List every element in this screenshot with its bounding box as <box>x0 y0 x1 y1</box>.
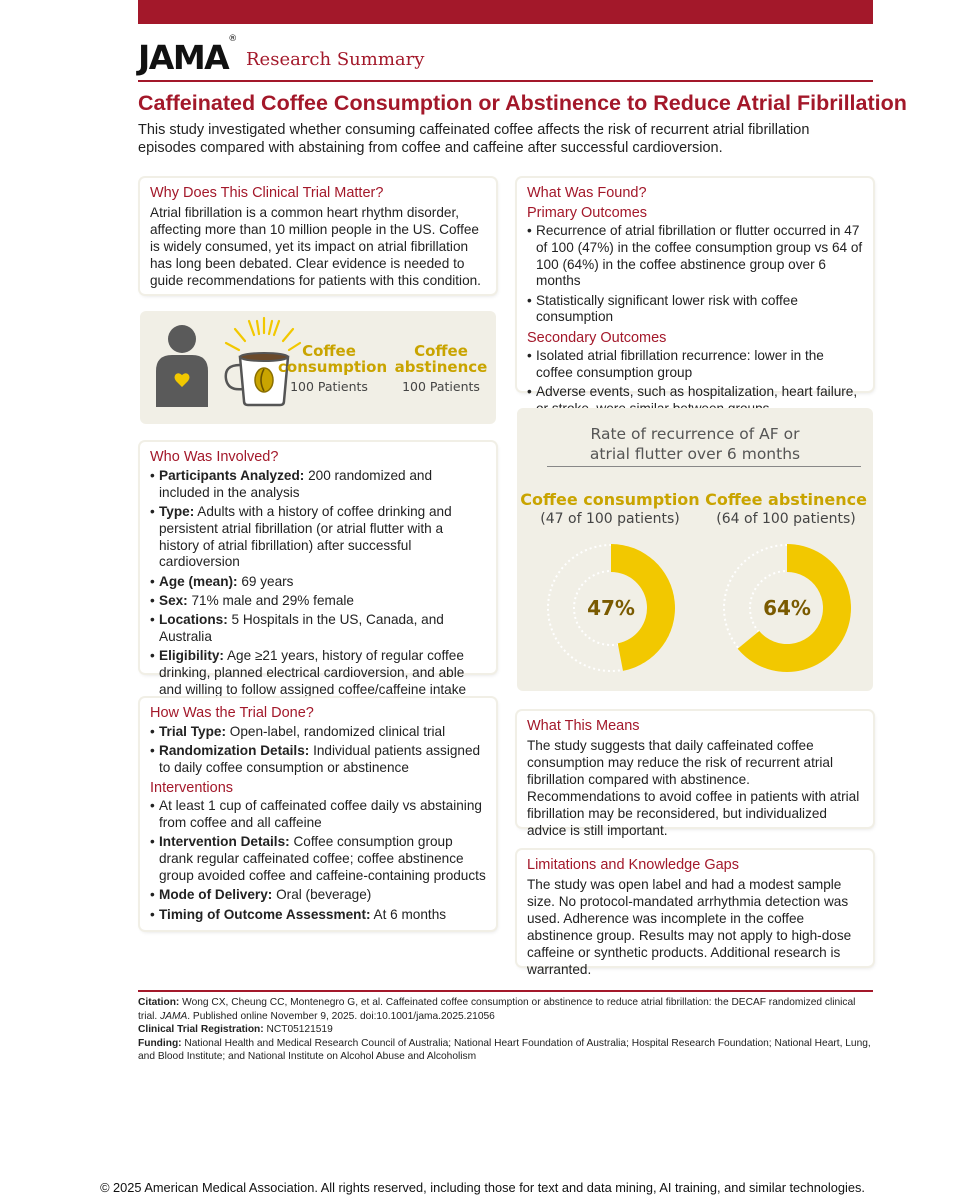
recurrence-chart <box>517 408 873 691</box>
list-item: • Isolated atrial fibrillation recurrence: lower in the coffee consumption group <box>527 348 863 382</box>
means-panel <box>517 711 873 838</box>
list-item: • Eligibility: Age ≥21 years, history of regular coffee drinking, planned electrical cardioversion, and able and willing to follow assigned coffee/caffeine intake <box>150 648 486 698</box>
donut-value-label: 64% <box>763 596 811 620</box>
limitations-text: The study was open label and had a modest sample size. No protocol-mandated arrhythmia detection was used. Adherence was incomplete in the coffee abstinence group. Results may not apply to high-dose caffeine or synthetic products. Additional research is warranted. <box>527 877 852 977</box>
groups-graphic <box>140 311 496 424</box>
list-item: • Trial Type: Open-label, randomized clinical trial <box>150 724 486 741</box>
series-name-abstinence: Coffee abstinence <box>705 490 867 509</box>
primary-outcomes-heading: Primary Outcomes <box>527 205 648 221</box>
group-consumption-count: 100 Patients <box>290 379 368 394</box>
donut-charts <box>517 533 873 683</box>
list-item: • Statistically significant lower risk with coffee consumption <box>527 293 863 327</box>
who-panel <box>140 442 496 698</box>
group-abstinence-name: Coffee abstinence <box>394 342 488 376</box>
who-title: Who Was Involved? <box>150 449 279 465</box>
list-item: • Age (mean): 69 years <box>150 574 486 591</box>
funding: Funding: National Health and Medical Research Council of Australia; National Heart Foundation of Australia; Hospital Research Foundation; National Heart, Lung, and Blood Institute; and National Institute on Alcohol Abuse and Alcoholism <box>138 1037 871 1063</box>
how-list <box>150 724 486 777</box>
chart-divider <box>547 466 861 467</box>
list-item: • Mode of Delivery: Oral (beverage) <box>150 887 486 904</box>
donut-value-label: 47% <box>587 596 635 620</box>
primary-outcomes-list <box>527 223 863 326</box>
list-item: • Locations: 5 Hospitals in the US, Canada, and Australia <box>150 612 486 646</box>
list-item: • At least 1 cup of caffeinated coffee daily vs abstaining from coffee and all caffeine <box>150 798 486 832</box>
limitations-panel <box>517 850 873 977</box>
found-panel <box>517 178 873 399</box>
interventions-heading: Interventions <box>150 780 234 797</box>
how-title: How Was the Trial Done? <box>150 705 314 721</box>
page-title: Caffeinated Coffee Consumption or Abstinence to Reduce Atrial Fibrillation <box>138 91 907 115</box>
citation: Citation: Wong CX, Cheung CC, Montenegro G, et al. Caffeinated coffee consumption or abstinence to reduce atrial fibrillation: the DECAF randomized clinical trial. JAMA. Published online November 9, 2025. doi:10.1001/jama.2025.21056 <box>138 997 856 1022</box>
series-sub-abstinence: (64 of 100 patients) <box>716 511 856 527</box>
group-abstinence-count: 100 Patients <box>402 379 480 394</box>
list-item: • Randomization Details: Individual patients assigned to daily coffee consumption or abstinence <box>150 743 486 777</box>
limitations-title: Limitations and Knowledge Gaps <box>527 857 739 873</box>
how-panel <box>140 698 496 930</box>
section-label: Research Summary <box>246 49 425 70</box>
list-item: • Adverse events, such as hospitalization, heart failure, <box>527 384 863 418</box>
list-item: • Timing of Outcome Assessment: At 6 months <box>150 907 486 924</box>
intro-text: This study investigated whether consuming caffeinated coffee affects the risk of recurrent atrial fibrillation episodes compared with abstaining from coffee and caffeine after successful cardioversion. <box>138 122 810 156</box>
footer-divider <box>138 990 873 992</box>
header-divider <box>138 80 873 82</box>
jama-logo: JAMA® <box>138 34 238 77</box>
why-title: Why Does This Clinical Trial Matter? <box>150 185 384 201</box>
why-panel <box>140 178 496 294</box>
group-consumption-name: Coffee consumption <box>278 342 388 376</box>
secondary-outcomes-heading: Secondary Outcomes <box>527 329 667 346</box>
series-sub-consumption: (47 of 100 patients) <box>540 511 680 527</box>
citation-block <box>138 996 873 1064</box>
list-item: • Recurrence of atrial fibrillation or flutter occurred in 47 of 100 (47%) in the coffee consumption group vs 64 of 100 (64%) in the coffee abstinence group over 6 months <box>527 223 863 290</box>
list-item: • Sex: 71% male and 29% female <box>150 593 486 610</box>
chart-title: Rate of recurrence of AF or atrial flutter over 6 months <box>589 425 801 463</box>
who-list <box>150 468 486 699</box>
list-item: • Intervention Details: Coffee consumption group drank regular caffeinated coffee; coffee abstinence group avoided coffee and caffeine-containing products <box>150 834 486 884</box>
found-title: What Was Found? <box>527 185 647 201</box>
interventions-list <box>150 798 486 923</box>
why-text: Atrial fibrillation is a common heart rhythm disorder, affecting more than 10 million people in the US. Coffee is widely consumed, yet its impact on atrial fibrillation has long been debated. Clear evidence is needed to guide recommendations for patients with this condition. <box>150 205 481 288</box>
means-text: The study suggests that daily caffeinated coffee consumption may reduce the risk of recurrent atrial fibrillation compared with abstinence. Recommendations to avoid coffee in patients with atrial fibrillation may be reconsidered, but individualized advice is still important. <box>527 738 860 838</box>
copyright-notice: © 2025 American Medical Association. All rights reserved, including those for text and data mining, AI training, and similar technologies. <box>100 1180 865 1195</box>
series-name-consumption: Coffee consumption <box>520 490 700 509</box>
patient-icon <box>152 321 212 407</box>
means-title: What This Means <box>527 718 640 734</box>
list-item: • Type: Adults with a history of coffee drinking and persistent atrial fibrillation (or atrial flutter with a history of atrial fibrillation) after successful cardioversion <box>150 504 486 571</box>
top-color-bar <box>138 0 873 24</box>
trial-registration: Clinical Trial Registration: NCT05121519 <box>138 1024 333 1036</box>
list-item: • Participants Analyzed: 200 randomized and included in the analysis <box>150 468 486 502</box>
